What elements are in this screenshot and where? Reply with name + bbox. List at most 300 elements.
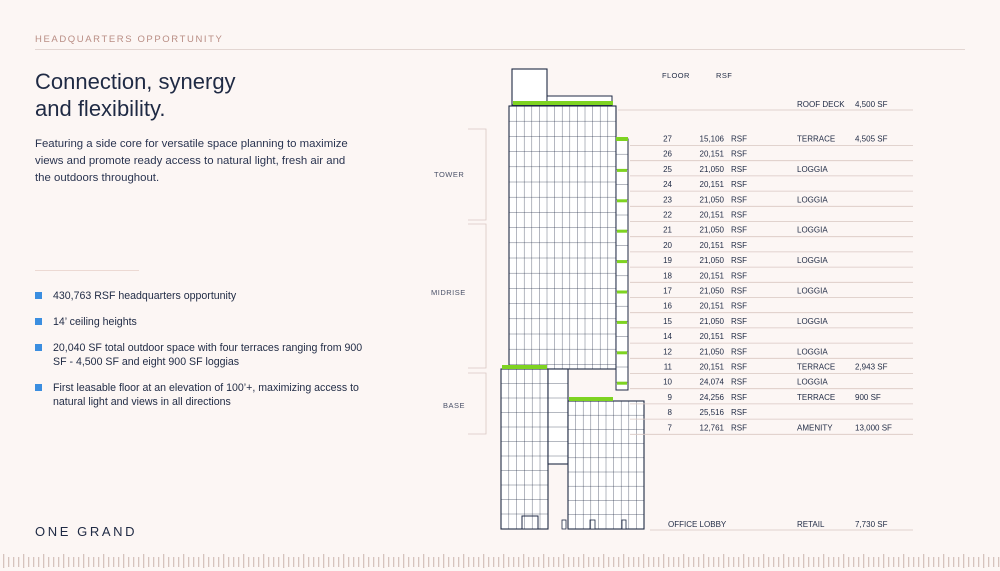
tick-mark: [448, 557, 449, 567]
floor-number: 18: [663, 271, 672, 281]
tick-mark: [98, 557, 99, 567]
tick-mark: [143, 554, 144, 568]
tick-mark: [253, 557, 254, 567]
tick-mark: [658, 557, 659, 567]
tick-mark: [843, 554, 844, 568]
tick-mark: [108, 557, 109, 567]
tick-mark: [343, 554, 344, 568]
loggia-green: [617, 260, 627, 263]
loggia-green: [617, 382, 627, 385]
tick-mark: [183, 554, 184, 568]
decorative-tick-border: [0, 552, 1000, 571]
tick-mark: [258, 557, 259, 567]
tick-mark: [998, 557, 999, 567]
tick-mark: [498, 557, 499, 567]
floor-feature-area: 900 SF: [855, 392, 881, 402]
tick-mark: [808, 557, 809, 567]
tick-mark: [828, 557, 829, 567]
floor-rsf: 20,151: [699, 301, 724, 311]
tick-mark: [278, 557, 279, 567]
tick-mark: [148, 557, 149, 567]
floor-rsf: 24,074: [699, 377, 724, 387]
tick-mark: [358, 557, 359, 567]
floor-rsf-unit: RSF: [731, 286, 747, 296]
tick-mark: [38, 557, 39, 567]
tick-mark: [813, 557, 814, 567]
base-label: BASE: [443, 401, 466, 410]
tick-mark: [618, 557, 619, 567]
floor-row: [630, 378, 913, 389]
floor-row: [630, 195, 913, 206]
tick-mark: [733, 557, 734, 567]
floor-rsf-unit: RSF: [731, 210, 747, 220]
tick-mark: [983, 554, 984, 568]
tick-mark: [233, 557, 234, 567]
tick-mark: [228, 557, 229, 567]
tick-mark: [123, 554, 124, 568]
tick-mark: [768, 557, 769, 567]
tick-mark: [763, 554, 764, 568]
tick-mark: [463, 554, 464, 568]
floor-feature: LOGGIA: [797, 164, 828, 174]
floor-rsf: 25,516: [699, 408, 724, 418]
loggia-green: [617, 230, 627, 233]
tick-mark: [848, 557, 849, 567]
terrace-11-greenery: [502, 365, 547, 369]
tick-mark: [688, 557, 689, 567]
tick-mark: [678, 557, 679, 567]
tick-mark: [538, 557, 539, 567]
base-middle-block: [548, 369, 568, 464]
tick-mark: [788, 557, 789, 567]
floor-rsf-unit: RSF: [731, 423, 747, 433]
tick-mark: [378, 557, 379, 567]
floor-number: 15: [663, 316, 672, 326]
feature-text: 14’ ceiling heights: [53, 316, 137, 328]
floor-rsf: 21,050: [699, 164, 724, 174]
tick-mark: [553, 557, 554, 567]
tick-mark: [428, 557, 429, 567]
floor-number: 25: [663, 164, 672, 174]
tick-mark: [488, 557, 489, 567]
tick-mark: [268, 557, 269, 567]
tick-mark: [248, 557, 249, 567]
tick-mark: [243, 554, 244, 568]
tick-mark: [333, 557, 334, 567]
tick-mark: [188, 557, 189, 567]
tick-mark: [653, 557, 654, 567]
floor-rsf-unit: RSF: [731, 392, 747, 402]
floor-row: [630, 271, 913, 282]
floor-rsf: 21,050: [699, 195, 724, 205]
floor-number: 26: [663, 149, 672, 159]
floor-feature: LOGGIA: [797, 195, 828, 205]
tick-mark: [388, 557, 389, 567]
tick-mark: [683, 554, 684, 568]
tick-mark: [873, 557, 874, 567]
tick-mark: [923, 554, 924, 568]
floor-number: 16: [663, 301, 672, 311]
tick-mark: [543, 554, 544, 568]
tick-mark: [348, 557, 349, 567]
floor-rsf: 21,050: [699, 316, 724, 326]
tick-mark: [968, 557, 969, 567]
floor-rsf-unit: RSF: [731, 301, 747, 311]
tick-mark: [438, 557, 439, 567]
tick-mark: [603, 554, 604, 568]
tick-mark: [273, 557, 274, 567]
loggia-green: [617, 291, 627, 294]
tick-mark: [978, 557, 979, 567]
floor-feature-area: 2,943 SF: [855, 362, 888, 372]
tick-mark: [458, 557, 459, 567]
tick-mark: [823, 554, 824, 568]
floor-row: [630, 302, 913, 313]
tick-mark: [933, 557, 934, 567]
floor-rsf: 24,256: [699, 392, 724, 402]
tick-mark: [748, 557, 749, 567]
tick-mark: [58, 557, 59, 567]
tick-mark: [153, 557, 154, 567]
floor-row: [630, 363, 913, 374]
floor-schedule: [630, 135, 913, 435]
tick-mark: [988, 557, 989, 567]
tick-mark: [433, 557, 434, 567]
tick-mark: [318, 557, 319, 567]
floor-number: 11: [663, 362, 672, 372]
tick-mark: [818, 557, 819, 567]
floor-rsf: 12,761: [699, 423, 724, 433]
floor-row: [630, 150, 913, 161]
tick-mark: [13, 557, 14, 567]
midrise-bracket: [468, 224, 486, 368]
tick-mark: [323, 554, 324, 568]
floor-feature-area: 4,505 SF: [855, 134, 888, 144]
tick-mark: [178, 557, 179, 567]
eyebrow-label: HEADQUARTERS OPPORTUNITY: [35, 34, 224, 45]
tick-mark: [48, 557, 49, 567]
tick-mark: [563, 554, 564, 568]
tick-mark: [918, 557, 919, 567]
tick-mark: [523, 554, 524, 568]
tick-mark: [163, 554, 164, 568]
floor-number: 8: [667, 408, 672, 418]
floor-rsf-unit: RSF: [731, 240, 747, 250]
tick-mark: [868, 557, 869, 567]
floor-number: 10: [663, 377, 672, 387]
tick-mark: [158, 557, 159, 567]
tick-mark: [383, 554, 384, 568]
tick-mark: [703, 554, 704, 568]
tick-mark: [628, 557, 629, 567]
floor-feature: LOGGIA: [797, 377, 828, 387]
floor-number: 20: [663, 240, 672, 250]
floor-row: [630, 287, 913, 298]
floor-rsf: 20,151: [699, 240, 724, 250]
tick-mark: [903, 554, 904, 568]
floor-feature-area: 13,000 SF: [855, 423, 892, 433]
floor-number: 21: [663, 225, 672, 235]
tower-bracket: [468, 129, 486, 220]
tick-mark: [588, 557, 589, 567]
tick-mark: [138, 557, 139, 567]
tick-mark: [218, 557, 219, 567]
tick-mark: [913, 557, 914, 567]
tick-mark: [308, 557, 309, 567]
tick-mark: [633, 557, 634, 567]
tick-mark: [958, 557, 959, 567]
tick-mark: [953, 557, 954, 567]
floor-rsf-unit: RSF: [731, 164, 747, 174]
retail-area: 7,730 SF: [855, 520, 888, 529]
tick-mark: [803, 554, 804, 568]
floor-rsf-unit: RSF: [731, 332, 747, 342]
tick-mark: [128, 557, 129, 567]
tick-mark: [193, 557, 194, 567]
tick-mark: [468, 557, 469, 567]
tick-mark: [453, 557, 454, 567]
tick-mark: [373, 557, 374, 567]
tick-mark: [63, 554, 64, 568]
tick-mark: [3, 554, 4, 568]
floor-rsf: 21,050: [699, 347, 724, 357]
tick-mark: [753, 557, 754, 567]
tick-mark: [398, 557, 399, 567]
tick-mark: [638, 557, 639, 567]
tick-mark: [493, 557, 494, 567]
tick-mark: [693, 557, 694, 567]
tick-mark: [403, 554, 404, 568]
tick-mark: [288, 557, 289, 567]
floor-row: [630, 226, 913, 237]
tick-mark: [798, 557, 799, 567]
tick-mark: [53, 557, 54, 567]
tick-mark: [28, 557, 29, 567]
tick-mark: [778, 557, 779, 567]
floor-row: [630, 135, 913, 146]
floor-row: [630, 180, 913, 191]
tick-mark: [328, 557, 329, 567]
tick-mark: [113, 557, 114, 567]
tick-mark: [203, 554, 204, 568]
mechanical-penthouse: [512, 69, 547, 105]
floor-row: [630, 317, 913, 328]
tick-mark: [513, 557, 514, 567]
floor-number: 24: [663, 180, 672, 190]
tick-mark: [583, 554, 584, 568]
floor-rsf: 20,151: [699, 210, 724, 220]
floor-number: 7: [667, 423, 672, 433]
floor-rsf: 20,151: [699, 271, 724, 281]
floor-rsf-unit: RSF: [731, 256, 747, 266]
tick-mark: [893, 557, 894, 567]
roof-deck-area: 4,500 SF: [855, 100, 888, 109]
tick-mark: [353, 557, 354, 567]
floor-rsf-unit: RSF: [731, 377, 747, 387]
loggia-green: [617, 351, 627, 354]
loggia-green: [617, 169, 627, 172]
tick-mark: [78, 557, 79, 567]
tick-mark: [643, 554, 644, 568]
feature-text: 20,040 SF total outdoor space with four terraces ranging from 900 SF - 4,500 SF and eight 900 SF loggias: [53, 342, 363, 368]
tick-mark: [663, 554, 664, 568]
floor-rsf: 21,050: [699, 256, 724, 266]
tick-mark: [648, 557, 649, 567]
floor-feature: LOGGIA: [797, 316, 828, 326]
tick-mark: [878, 557, 879, 567]
tick-mark: [173, 557, 174, 567]
midrise-label: MIDRISE: [431, 288, 466, 297]
tick-mark: [263, 554, 264, 568]
tick-mark: [363, 554, 364, 568]
feature-text: 430,763 RSF headquarters opportunity: [53, 290, 237, 302]
tick-mark: [948, 557, 949, 567]
floor-row: [630, 423, 913, 434]
floor-column-header: FLOOR: [662, 71, 690, 80]
tick-mark: [928, 557, 929, 567]
tick-mark: [773, 557, 774, 567]
floor-row: [630, 211, 913, 222]
terrace-9-greenery: [569, 397, 613, 401]
tick-mark: [313, 557, 314, 567]
floor-number: 27: [663, 134, 672, 144]
tick-mark: [283, 554, 284, 568]
tick-mark: [758, 557, 759, 567]
floor-number: 17: [663, 286, 672, 296]
floor-number: 14: [663, 332, 672, 342]
tick-mark: [783, 554, 784, 568]
tower-block: [509, 106, 616, 369]
floor-feature: LOGGIA: [797, 256, 828, 266]
floor-rsf: 20,151: [699, 149, 724, 159]
tick-mark: [883, 554, 884, 568]
floor-rsf-unit: RSF: [731, 225, 747, 235]
tower-label: TOWER: [434, 170, 465, 179]
floor-rsf-unit: RSF: [731, 195, 747, 205]
tick-mark: [93, 557, 94, 567]
floor-rsf-unit: RSF: [731, 362, 747, 372]
tick-mark: [728, 557, 729, 567]
floor-feature: TERRACE: [797, 134, 836, 144]
tick-mark: [423, 554, 424, 568]
tick-mark: [888, 557, 889, 567]
floor-feature: TERRACE: [797, 362, 836, 372]
tick-mark: [133, 557, 134, 567]
tick-mark: [23, 554, 24, 568]
tick-mark: [443, 554, 444, 568]
tick-mark: [598, 557, 599, 567]
tick-mark: [858, 557, 859, 567]
floor-rsf-unit: RSF: [731, 271, 747, 281]
roof-deck-label: ROOF DECK: [797, 100, 845, 109]
tick-mark: [673, 557, 674, 567]
tick-mark: [713, 557, 714, 567]
page-title-line-2: and flexibility.: [35, 96, 166, 121]
tick-mark: [708, 557, 709, 567]
floor-rsf: 21,050: [699, 286, 724, 296]
tick-mark: [908, 557, 909, 567]
tick-mark: [548, 557, 549, 567]
tick-mark: [558, 557, 559, 567]
tick-mark: [938, 557, 939, 567]
floor-row: [630, 256, 913, 267]
tick-mark: [68, 557, 69, 567]
tick-mark: [833, 557, 834, 567]
tick-mark: [533, 557, 534, 567]
floor-row: [630, 393, 913, 404]
tick-mark: [503, 554, 504, 568]
loggia-green: [617, 321, 627, 324]
tick-mark: [413, 557, 414, 567]
floor-number: 9: [667, 392, 672, 402]
tick-mark: [593, 557, 594, 567]
tick-mark: [568, 557, 569, 567]
tick-mark: [473, 557, 474, 567]
floor-rsf: 15,106: [699, 134, 724, 144]
tick-mark: [238, 557, 239, 567]
tick-mark: [303, 554, 304, 568]
tick-mark: [73, 557, 74, 567]
tick-mark: [698, 557, 699, 567]
floor-number: 23: [663, 195, 672, 205]
office-lobby-label: OFFICE LOBBY: [668, 520, 727, 529]
tick-mark: [853, 557, 854, 567]
floor-row: [630, 241, 913, 252]
floor-rsf: 20,151: [699, 332, 724, 342]
floor-number: 12: [663, 347, 672, 357]
floor-rsf: 20,151: [699, 180, 724, 190]
loggia-green: [617, 199, 627, 202]
floor-feature: LOGGIA: [797, 347, 828, 357]
floor-rsf-unit: RSF: [731, 134, 747, 144]
tick-mark: [528, 557, 529, 567]
floor-rsf-unit: RSF: [731, 408, 747, 418]
tick-mark: [208, 557, 209, 567]
tick-mark: [723, 554, 724, 568]
tick-mark: [898, 557, 899, 567]
floor-rsf-unit: RSF: [731, 347, 747, 357]
tick-mark: [198, 557, 199, 567]
tick-mark: [743, 554, 744, 568]
tick-mark: [483, 554, 484, 568]
floor-feature: AMENITY: [797, 423, 833, 433]
floor-number: 19: [663, 256, 672, 266]
floor-row: [630, 408, 913, 419]
tick-mark: [298, 557, 299, 567]
floor-row: [630, 165, 913, 176]
tick-mark: [623, 554, 624, 568]
tick-mark: [573, 557, 574, 567]
tick-mark: [418, 557, 419, 567]
tick-mark: [578, 557, 579, 567]
tick-mark: [393, 557, 394, 567]
tick-mark: [103, 554, 104, 568]
terrace-27-greenery: [616, 137, 628, 141]
floor-rsf-unit: RSF: [731, 180, 747, 190]
tick-mark: [738, 557, 739, 567]
retail-label: RETAIL: [797, 520, 825, 529]
floor-row: [630, 347, 913, 358]
tick-mark: [33, 557, 34, 567]
tick-mark: [943, 554, 944, 568]
tick-mark: [213, 557, 214, 567]
floor-rsf: 20,151: [699, 362, 724, 372]
tick-mark: [718, 557, 719, 567]
page-title-line-1: Connection, synergy: [35, 69, 236, 94]
tick-mark: [793, 557, 794, 567]
tick-mark: [993, 557, 994, 567]
tick-mark: [508, 557, 509, 567]
